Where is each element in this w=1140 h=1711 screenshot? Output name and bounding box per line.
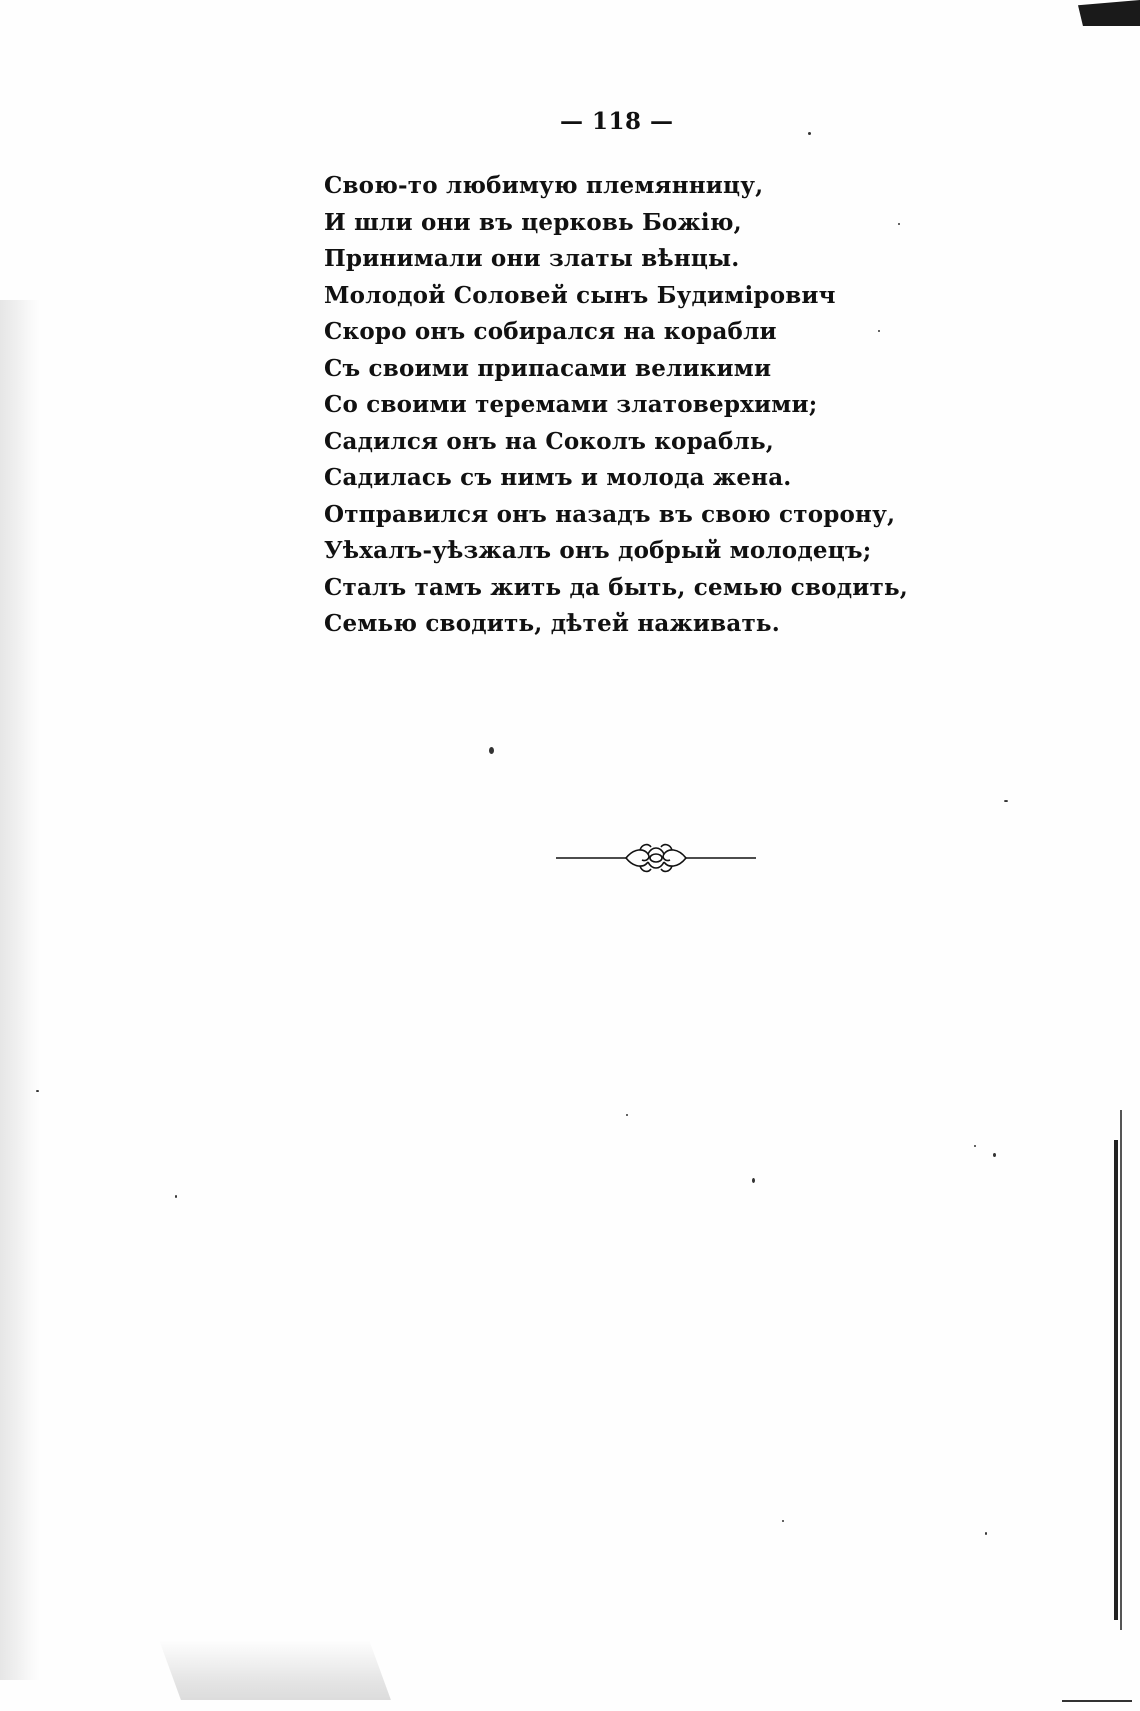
scan-speck [808,132,811,135]
poem-line: Садилась съ нимъ и молода жена. [324,464,792,491]
poem-line: Со своими теремами златоверхими; [324,391,818,418]
poem-line: Отправился онъ назадъ въ свою сторону, [324,500,896,528]
scan-speck [175,1195,177,1198]
scan-shadow [159,1640,391,1700]
scan-edge-line [1114,1140,1118,1620]
scan-speck [974,1145,976,1147]
poem-line: Скоро онъ собирался на корабли [324,318,777,345]
poem-line: Садился онъ на Соколъ корабль, [324,427,774,455]
poem-line: Уѣхалъ-уѣзжалъ онъ добрый молодецъ; [324,537,872,564]
ornament-strokes [556,845,756,872]
scan-speck [898,223,900,225]
scan-speck [1004,800,1008,802]
scan-speck [993,1153,996,1157]
scan-speck [1062,1700,1132,1702]
poem-line: Семью сводить, дѣтей наживать. [324,610,780,637]
scan-edge-mark [1078,0,1140,26]
poem-line: Молодой Соловей сынъ Будимірович [324,281,836,309]
floral-tailpiece-ornament-icon [556,838,756,878]
binding-shadow [0,300,40,1680]
scan-speck [626,1114,628,1116]
scan-speck [782,1520,784,1522]
poem-text [324,168,908,643]
poem-line: Свою-то любимую племянницу, [324,172,764,199]
scan-edge-line [1120,1110,1122,1630]
poem-line: Принимали они златы вѣнцы. [324,245,740,272]
poem-line: И шли они въ церковь Божію, [324,208,742,236]
scan-speck [36,1090,39,1092]
scan-speck [985,1532,987,1535]
poem-line: Сталъ тамъ жить да быть, семью сводить, [324,573,908,601]
scan-speck [489,747,494,754]
scan-speck [752,1178,755,1183]
poem-line: Съ своими припасами великими [324,354,772,382]
page-number: — 118 — [560,108,674,135]
